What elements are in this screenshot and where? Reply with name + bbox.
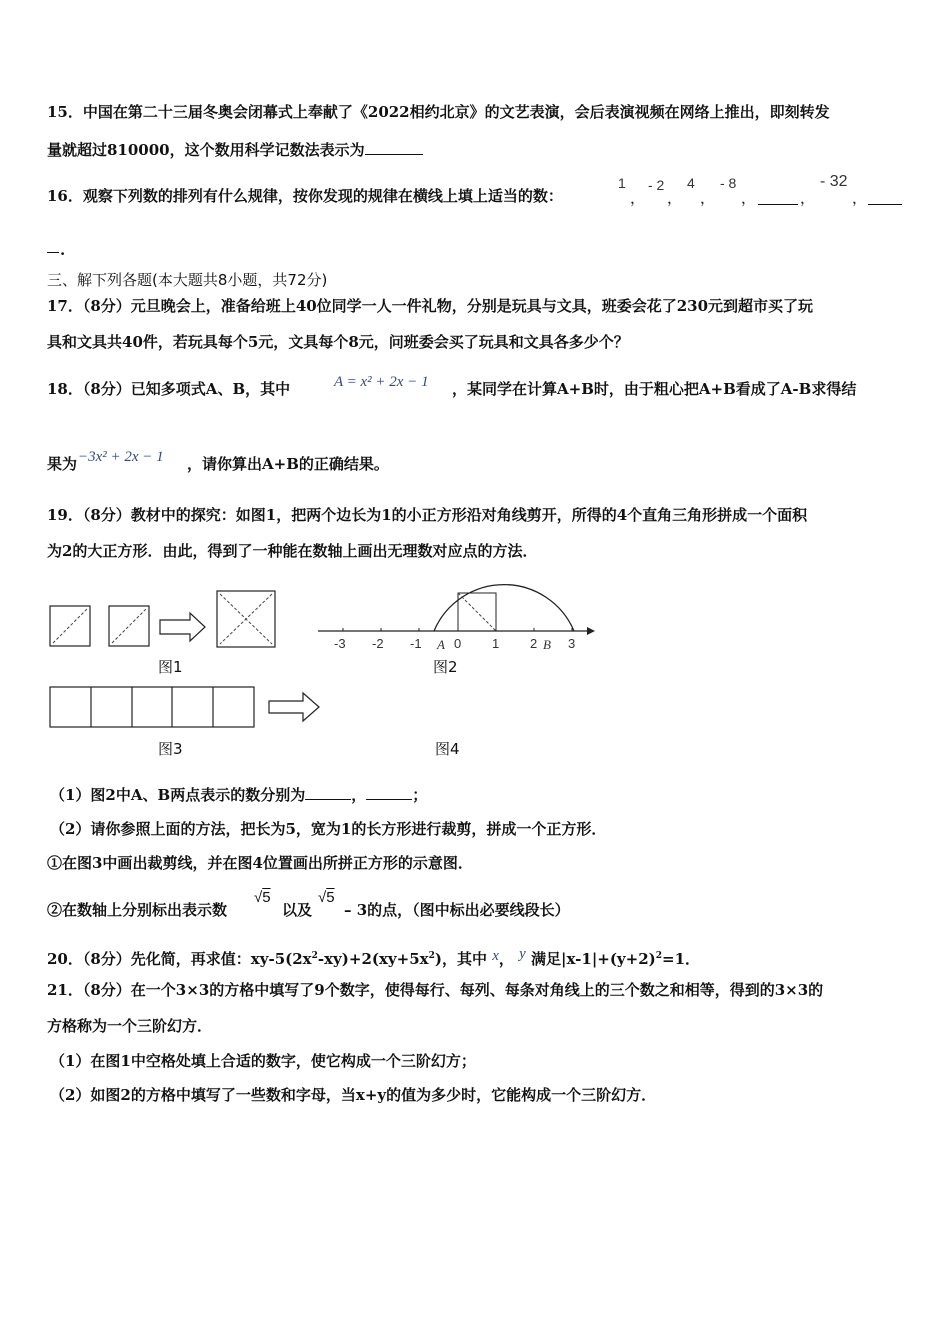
blank-b[interactable] <box>366 785 412 800</box>
seq-2: - 2 <box>648 177 665 193</box>
tick-2: 2 <box>530 636 538 651</box>
tick-neg2: -2 <box>372 636 384 651</box>
q19-line2: 为2的大正方形．由此，得到了一种能在数轴上画出无理数对应点的方法． <box>47 542 538 560</box>
fig4-caption: 图4 <box>435 740 460 758</box>
formula-result: −3x² + 2x − 1 <box>78 449 164 465</box>
q17-line1: 17．（8分）元旦晚会上，准备给班上40位同学一人一件礼物，分别是玩具与文具，班委会花了230元到超市买了玩 <box>47 297 814 315</box>
q16-tail: . <box>60 241 66 259</box>
fig1-caption: 图1 <box>158 658 183 676</box>
q20-sup-3: 2 <box>655 951 663 961</box>
q19-sub1-end: ； <box>412 786 428 804</box>
sqrt-5-b-value: 5 <box>326 889 335 906</box>
q19-sub4-prefix: ②在数轴上分别标出表示数 <box>47 901 228 919</box>
seq-4: - 8 <box>720 175 737 191</box>
seq-blank-1[interactable] <box>758 190 798 205</box>
q19-line1: 19．（8分）教材中的探究：如图1，把两个边长为1的小正方形沿对角线剪开，所得的4个直角三角形拼成一个面积 <box>47 506 808 524</box>
section-heading: 三、解下列各题(本大题共8小题，共72分) <box>47 271 328 289</box>
q19-sub1-sep: ， <box>351 786 367 804</box>
q17-line2: 具和文具共40件，若玩具每个5元，文具每个8元，问班委会买了玩具和文具各多少个？ <box>47 333 629 351</box>
tick-3: 3 <box>568 636 576 651</box>
q20-part3: )，其中 <box>434 950 487 968</box>
q20-suffix-b: =1． <box>662 950 701 968</box>
seq-3: 4 <box>687 175 695 191</box>
q19-sub3: ①在图3中画出裁剪线，并在图4位置画出所拼正方形的示意图． <box>47 854 473 872</box>
q15-line2 <box>47 140 423 160</box>
var-y: y <box>519 946 526 962</box>
fig3-caption: 图3 <box>158 740 183 758</box>
sqrt-5-b: √5 <box>318 889 335 906</box>
tick-0: 0 <box>454 636 462 651</box>
q19-sub1 <box>50 785 427 805</box>
q19-sub4-suffix: – 3的点，（图中标出必要线段长） <box>344 901 570 919</box>
tick-neg1: -1 <box>410 636 422 651</box>
q21-line2: 方格称为一个三阶幻方． <box>47 1017 213 1035</box>
q20-part2: -xy)+2(xy+5x <box>317 950 429 968</box>
fig2-caption: 图2 <box>433 658 458 676</box>
q18-prefix: 18．（8分）已知多项式A、B，其中 <box>47 380 291 398</box>
figure-1 <box>45 585 285 655</box>
figure-3-rectangle <box>47 683 327 731</box>
q19-sub4-mid: 以及 <box>282 901 313 919</box>
seq-blank-2-cont[interactable] <box>47 238 59 253</box>
q16-text: 16．观察下列数的排列有什么规律，按你发现的规律在横线上填上适当的数： <box>47 187 563 205</box>
sqrt-5-a: √5 <box>254 889 271 906</box>
q20-prefix: 20．（8分）先化简，再求值：xy-5(2x <box>47 950 312 968</box>
q15-line2-text: 量就超过810000，这个数用科学记数法表示为 <box>47 141 365 159</box>
q19-sub2: （2）请你参照上面的方法，把长为5，宽为1的长方形进行裁剪，拼成一个正方形． <box>50 820 607 838</box>
tick-neg3: -3 <box>334 636 346 651</box>
var-x: x <box>492 948 499 964</box>
q19-sub1-text: （1）图2中A、B两点表示的数分别为 <box>50 786 306 804</box>
q20-suffix-a: 满足|x-1|+(y+2) <box>531 950 656 968</box>
point-a-label: A <box>437 637 445 652</box>
seq-blank-2[interactable] <box>868 190 902 205</box>
sqrt-5-a-value: 5 <box>262 889 271 906</box>
q20-sup-1: 2 <box>311 951 318 961</box>
q18-line2-prefix: 果为 <box>47 455 78 473</box>
tick-1: 1 <box>492 636 500 651</box>
q20-line: 20．（8分）先化简，再求值：$xy-5(2x^2-xy)+2(xy+5x^2)$，其中 x， y 满足$|x-1|+(y+2)^2=1$． <box>47 946 701 968</box>
q15-line1: 15．中国在第二十三届冬奥会闭幕式上奉献了《2022相约北京》的文艺表演，会后表演视频在网络上推出，即刻转发 <box>47 103 830 121</box>
q18-middle: ，某同学在计算A+B时，由于粗心把A+B看成了A-B求得结 <box>452 380 857 398</box>
q21-sub2: （2）如图2的方格中填写了一些数和字母，当x+y的值为多少时，它能构成一个三阶幻方． <box>50 1086 657 1104</box>
q20-sup-2: 2 <box>428 951 435 961</box>
point-b-label: B <box>543 637 551 652</box>
answer-blank[interactable] <box>365 140 423 155</box>
q21-sub1: （1）在图1中空格处填上合适的数字，使它构成一个三阶幻方； <box>50 1052 476 1070</box>
q21-line1: 21．（8分）在一个3×3的方格中填写了9个数字，使得每行、每列、每条对角线上的三个数之和相等，得到的3×3的 <box>47 981 824 999</box>
formula-a: A = x² + 2x − 1 <box>334 374 429 390</box>
blank-a[interactable] <box>305 785 351 800</box>
q18-line2-suffix: ，请你算出A+B的正确结果。 <box>187 455 389 473</box>
seq-1: 1 <box>618 175 626 191</box>
seq-5: - 32 <box>820 173 848 190</box>
